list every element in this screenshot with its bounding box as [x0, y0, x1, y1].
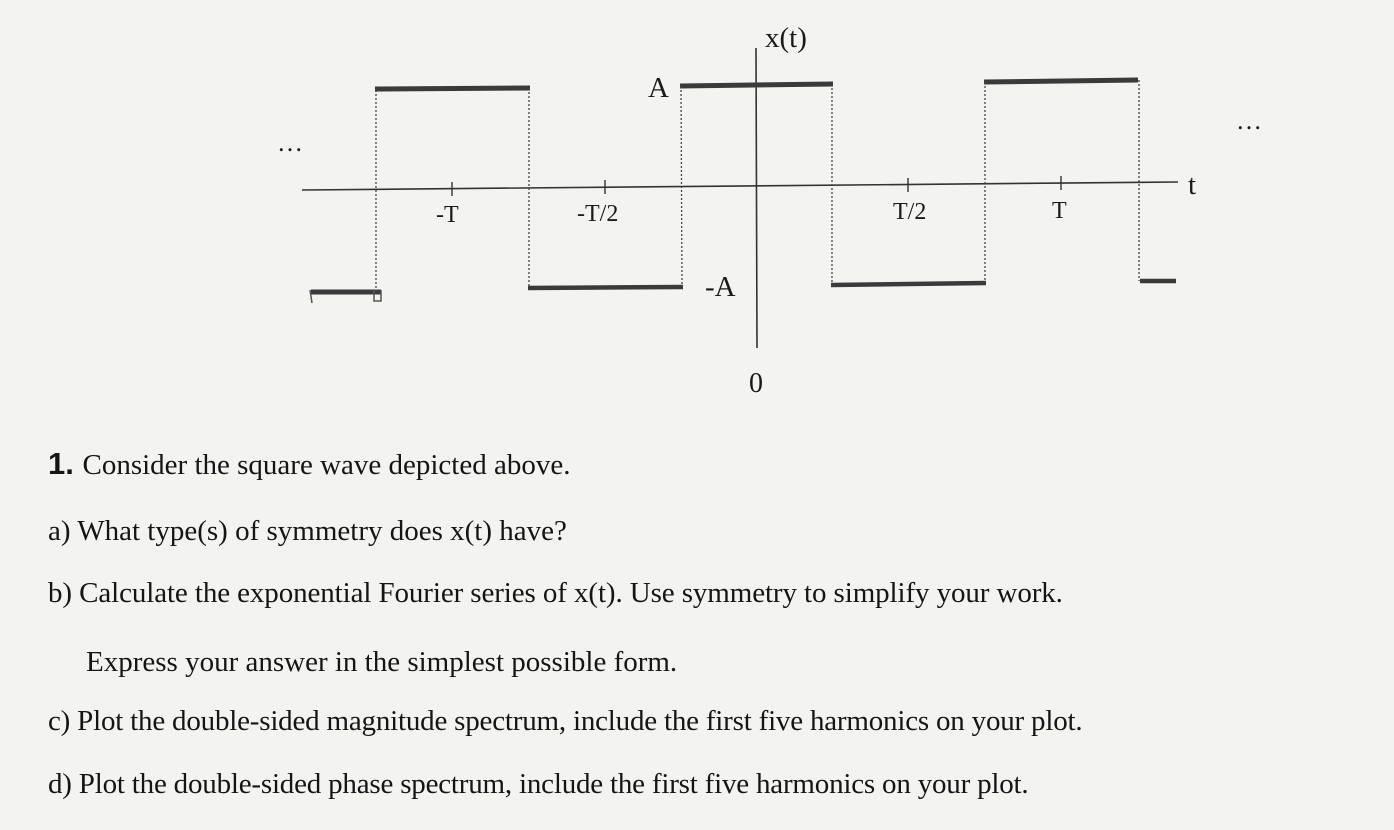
tick-label-T: T — [1052, 198, 1067, 224]
amplitude-label-positive: A — [648, 72, 669, 104]
wave-segment-low-2 — [528, 287, 683, 288]
question-intro: 1. Consider the square wave depicted above. — [48, 446, 571, 481]
question-d: d) Plot the double-sided phase spectrum, include the first five harmonics on your plot. — [48, 768, 1029, 800]
y-axis-label: x(t) — [765, 22, 807, 54]
question-c: c) Plot the double-sided magnitude spectrum, include the first five harmonics on your plot. — [48, 705, 1083, 737]
ellipsis-left: … — [277, 128, 303, 157]
wave-segment-low-3 — [831, 283, 986, 285]
wave-segment-high-3 — [984, 80, 1138, 82]
x-axis-vertical — [756, 48, 757, 348]
transition-3 — [681, 86, 682, 287]
amplitude-label-negative: -A — [705, 271, 736, 303]
question-number: 1 — [48, 446, 66, 481]
question-b-line1: b) Calculate the exponential Fourier series of x(t). Use symmetry to simplify your work. — [48, 577, 1063, 609]
question-intro-text: Consider the square wave depicted above. — [82, 449, 571, 481]
wave-segment-high-2 — [680, 84, 833, 86]
question-b-line2: Express your answer in the simplest possible form. — [86, 646, 678, 678]
t-axis-label: t — [1188, 169, 1197, 201]
wave-segment-high-1 — [375, 88, 530, 89]
ellipsis-right: … — [1236, 106, 1262, 135]
tick-label-minus-T: -T — [436, 202, 459, 228]
tick-label-minus-half-T: -T/2 — [577, 201, 619, 227]
origin-label: 0 — [749, 368, 763, 399]
t-axis — [302, 182, 1178, 190]
tick-label-half-T: T/2 — [893, 199, 927, 225]
question-a: a) What type(s) of symmetry does x(t) have? — [48, 515, 567, 547]
